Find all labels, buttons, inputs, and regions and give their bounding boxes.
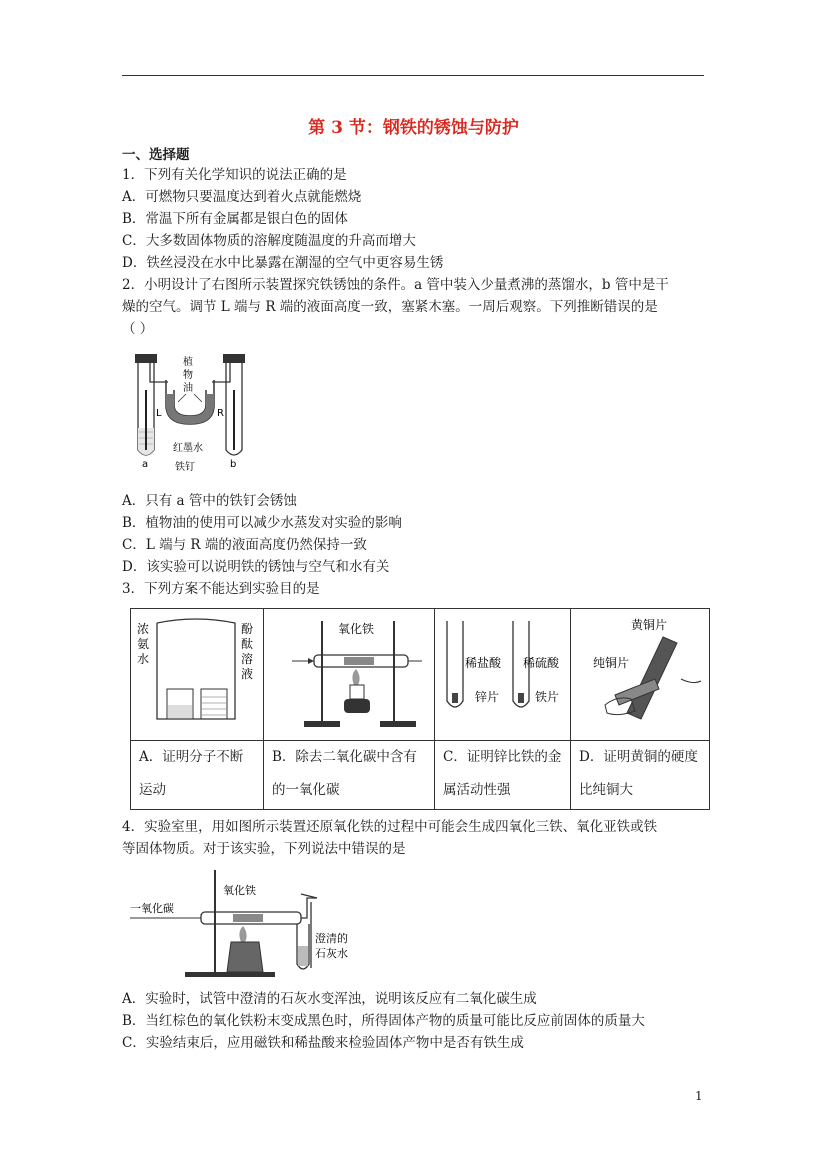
oil-label-3: 油 bbox=[183, 383, 193, 394]
q3-caption-b-line-1: B．除去二氧化碳中含有 bbox=[272, 749, 417, 765]
q2-option-c: C．L 端与 R 端的液面高度仍然保持一致 bbox=[122, 537, 367, 553]
ammonia-label-3: 水 bbox=[137, 652, 150, 666]
q3-caption-c-line-1: C．证明锌比铁的金 bbox=[443, 749, 562, 765]
left-stopper bbox=[135, 354, 157, 363]
q4-stem-line-2: 等固体物质。对于该实验，下列说法中错误的是 bbox=[122, 841, 406, 857]
q1-option-a: A．可燃物只要温度达到着火点就能燃烧 bbox=[122, 189, 362, 205]
ammonia-label-2: 氨 bbox=[137, 637, 150, 651]
q4-stem-line-1: 4．实验室里，用如图所示装置还原氧化铁的过程中可能会生成四氧化三铁、氧化亚铁或铁 bbox=[122, 819, 658, 835]
q4-option-a: A．实验时，试管中澄清的石灰水变浑浊，说明该反应有二氧化碳生成 bbox=[122, 991, 537, 1007]
bell-jar bbox=[157, 619, 235, 719]
zinc-label: 锌片 bbox=[475, 690, 500, 704]
h2so4-label: 稀硫酸 bbox=[523, 656, 560, 670]
oil-label-2: 物 bbox=[183, 370, 193, 381]
limewater-label-1: 澄清的 bbox=[315, 932, 348, 945]
nail-label: 铁钉 bbox=[175, 462, 195, 473]
co-label: 一氧化碳 bbox=[130, 902, 174, 915]
q3-cell-b-caption bbox=[264, 741, 435, 810]
q1-option-c: C．大多数固体物质的溶解度随温度的升高而增大 bbox=[122, 233, 416, 249]
q1-option-b: B．常温下所有金属都是银白色的固体 bbox=[122, 211, 348, 227]
red-ink bbox=[166, 394, 214, 424]
iron-oxide-label-q4: 氧化铁 bbox=[223, 884, 256, 897]
left-end-label: L bbox=[156, 408, 162, 419]
q2-option-d: D．该实验可以说明铁的锈蚀与空气和水有关 bbox=[122, 559, 390, 575]
q3-caption-b-line-2: 的一氧化碳 bbox=[272, 782, 340, 798]
q3-caption-a-line-1: A．证明分子不断 bbox=[139, 749, 244, 765]
q2-option-b: B．植物油的使用可以减少水蒸发对实验的影响 bbox=[122, 515, 402, 531]
q2-stem-line-3: （ ） bbox=[122, 321, 154, 337]
right-end-label: R bbox=[217, 408, 224, 419]
q3-cell-d-figure bbox=[571, 609, 710, 741]
q3-cell-d-caption bbox=[571, 741, 710, 810]
q3-cell-a-figure bbox=[131, 609, 264, 741]
limewater-label-2: 石灰水 bbox=[315, 947, 348, 960]
iron-oxide-label: 氧化铁 bbox=[338, 622, 375, 636]
brass-label: 黄铜片 bbox=[631, 618, 668, 632]
iron-label: 铁片 bbox=[535, 690, 560, 704]
phenol-label-1: 酚 bbox=[241, 622, 254, 636]
red-ink-label: 红墨水 bbox=[173, 443, 203, 454]
q3-cell-c-caption bbox=[435, 741, 571, 810]
q3-options-table bbox=[130, 608, 710, 810]
q4-reduction-apparatus-figure bbox=[125, 864, 375, 982]
q3-cell-a-caption bbox=[131, 741, 264, 810]
q3-caption-d-line-2: 比纯铜大 bbox=[579, 782, 633, 798]
q3-caption-a-line-2: 运动 bbox=[139, 782, 166, 798]
q3-cell-c-figure bbox=[435, 609, 571, 741]
phenol-label-3: 溶 bbox=[241, 652, 254, 666]
beaker-right bbox=[201, 689, 227, 719]
tube-b-label: b bbox=[230, 459, 237, 470]
q1-stem: 1．下列有关化学知识的说法正确的是 bbox=[122, 167, 347, 183]
q3-caption-d-line-1: D．证明黄铜的硬度 bbox=[579, 749, 698, 765]
alcohol-lamp bbox=[227, 942, 263, 972]
phenol-label-4: 液 bbox=[241, 667, 254, 681]
header-rule bbox=[122, 75, 704, 76]
section-heading: 一、选择题 bbox=[122, 147, 190, 163]
page-number: 1 bbox=[695, 1089, 703, 1103]
q3-stem: 3．下列方案不能达到实验目的是 bbox=[122, 581, 320, 597]
q3-cell-b-figure bbox=[264, 609, 435, 741]
copper-label: 纯铜片 bbox=[593, 656, 630, 670]
tube-a-label: a bbox=[142, 459, 149, 470]
oil-label-1: 植 bbox=[183, 357, 193, 368]
hcl-label: 稀盐酸 bbox=[465, 656, 502, 670]
q2-option-a: A．只有 a 管中的铁钉会锈蚀 bbox=[122, 493, 297, 509]
q4-option-c: C．实验结束后，应用磁铁和稀盐酸来检验固体产物中是否有铁生成 bbox=[122, 1035, 524, 1051]
right-stopper bbox=[223, 354, 245, 363]
page-title: 第 3 节：钢铁的锈蚀与防护 bbox=[308, 118, 519, 138]
q2-stem-line-1: 2．小明设计了右图所示装置探究铁锈蚀的条件。a 管中装入少量煮沸的蒸馏水，b 管中是干 bbox=[122, 277, 669, 293]
burner bbox=[350, 685, 364, 699]
brass-plate bbox=[627, 637, 677, 719]
q2-stem-line-2: 燥的空气。调节 L 端与 R 端的液面高度一致，塞紧木塞。一周后观察。下列推断错误的是 bbox=[122, 299, 658, 315]
phenol-label-2: 酞 bbox=[241, 637, 254, 651]
q3-caption-c-line-2: 属活动性强 bbox=[443, 782, 511, 798]
q1-option-d: D．铁丝浸没在水中比暴露在潮湿的空气中更容易生锈 bbox=[122, 255, 444, 271]
ammonia-label-1: 浓 bbox=[137, 622, 150, 636]
q2-u-tube-figure bbox=[128, 350, 258, 475]
q4-option-b: B．当红棕色的氧化铁粉末变成黑色时，所得固体产物的质量可能比反应前固体的质量大 bbox=[122, 1013, 645, 1029]
